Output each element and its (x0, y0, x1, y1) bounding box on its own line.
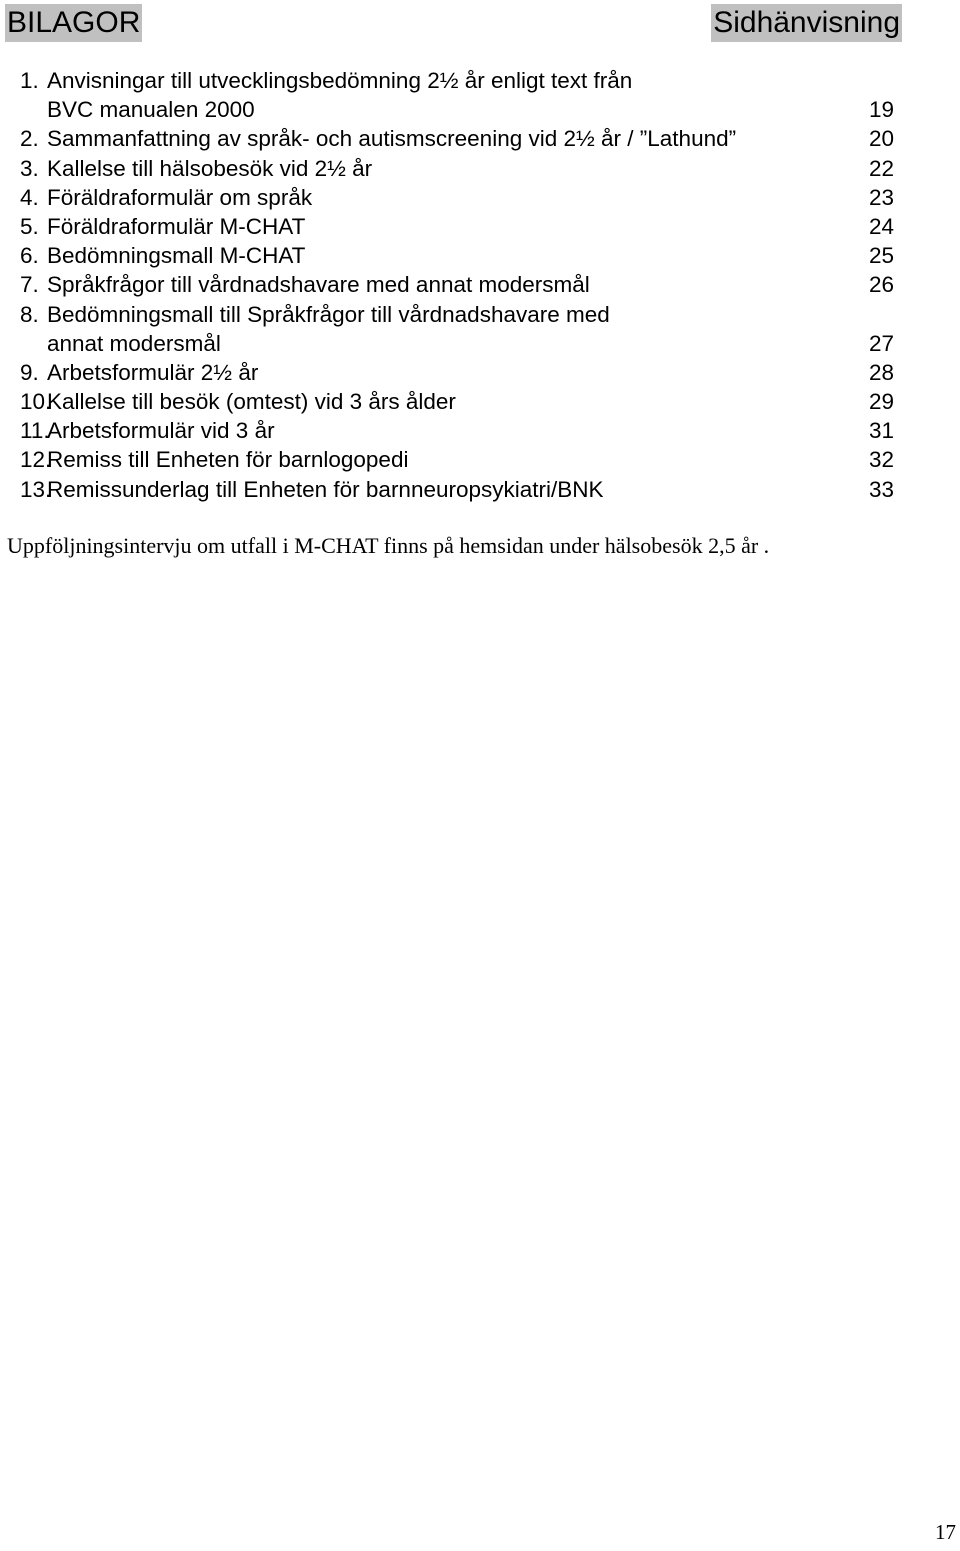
appendix-item-number: 6. (20, 243, 39, 269)
appendix-item-row (20, 475, 894, 504)
appendix-item-row (20, 241, 894, 270)
appendix-item-title: Remiss till Enheten för barnlogopedi (47, 447, 409, 473)
appendix-item-row (20, 358, 894, 387)
appendix-item-page: 19 (868, 97, 894, 123)
appendix-item-title: Remissunderlag till Enheten för barnneuropsykiatri/BNK (47, 476, 604, 502)
appendix-list (20, 66, 894, 504)
appendix-item-page: 25 (868, 243, 894, 269)
appendix-item-number: 2. (20, 126, 39, 152)
appendix-item-row (20, 154, 894, 183)
appendix-item-page: 20 (868, 126, 894, 152)
appendix-item-number: 11. (20, 418, 50, 444)
appendix-item-number: 9. (20, 359, 39, 385)
appendix-item-row (20, 66, 894, 95)
appendix-item-page: 26 (868, 272, 894, 298)
appendix-item-number: 5. (20, 213, 39, 239)
section-title: BILAGOR (5, 4, 142, 42)
follow-up-note: Uppföljningsintervju om utfall i M-CHAT finns på hemsidan under hälsobesök 2,5 år . (7, 533, 770, 558)
appendix-item-number: 4. (20, 184, 39, 210)
appendix-item-title: Sammanfattning av språk- och autismscreening vid 2½ år / ”Lathund” (47, 126, 737, 152)
appendix-item-title: Föräldraformulär om språk (47, 184, 313, 210)
appendix-item-title: Föräldraformulär M-CHAT (47, 213, 306, 239)
appendix-item-number: 1. (20, 68, 39, 93)
appendix-item-title: Kallelse till besök (omtest) vid 3 års ålder (47, 389, 456, 415)
appendix-item-page: 31 (868, 418, 894, 444)
appendix-item-row (20, 387, 894, 416)
appendix-item-row (20, 300, 894, 329)
page-number: 17 (935, 1520, 956, 1544)
appendix-item-page: 33 (868, 476, 894, 502)
appendix-item-title: Bedömningsmall M-CHAT (47, 243, 306, 269)
appendix-item-row (20, 183, 894, 212)
appendix-item-row (20, 329, 894, 358)
appendix-item-row (20, 416, 894, 445)
appendix-item-title: Språkfrågor till vårdnadshavare med annat modersmål (47, 272, 590, 298)
appendix-item-title: BVC manualen 2000 (47, 97, 255, 123)
appendix-item-title: Anvisningar till utvecklingsbedömning 2½ år enligt text från (47, 68, 633, 93)
appendix-item-page: 29 (868, 389, 894, 415)
appendix-item-number: 3. (20, 155, 39, 181)
appendix-item-page: 24 (868, 213, 894, 239)
appendix-item-title: Bedömningsmall till Språkfrågor till vårdnadshavare med (47, 301, 610, 327)
appendix-item-page: 28 (868, 359, 894, 385)
appendix-item-number: 12. (20, 447, 52, 473)
appendix-item-page: 23 (868, 184, 894, 210)
appendix-item-title: annat modersmål (47, 330, 221, 356)
appendix-item-title: Kallelse till hälsobesök vid 2½ år (47, 155, 373, 181)
appendix-item-row (20, 124, 894, 153)
appendix-item-row (20, 95, 894, 124)
appendix-item-title: Arbetsformulär vid 3 år (47, 418, 275, 444)
appendix-item-page: 27 (868, 330, 894, 356)
appendix-item-row (20, 445, 894, 474)
appendix-item-row (20, 212, 894, 241)
appendix-item-page: 32 (868, 447, 894, 473)
appendix-item-row (20, 270, 894, 299)
appendix-item-number: 8. (20, 301, 39, 327)
appendix-item-number: 7. (20, 272, 39, 298)
appendix-item-title: Arbetsformulär 2½ år (47, 359, 259, 385)
appendix-item-number: 10. (20, 389, 52, 415)
appendix-item-number: 13. (20, 476, 52, 502)
appendix-item-page: 22 (868, 155, 894, 181)
page-reference-heading: Sidhänvisning (711, 4, 902, 42)
